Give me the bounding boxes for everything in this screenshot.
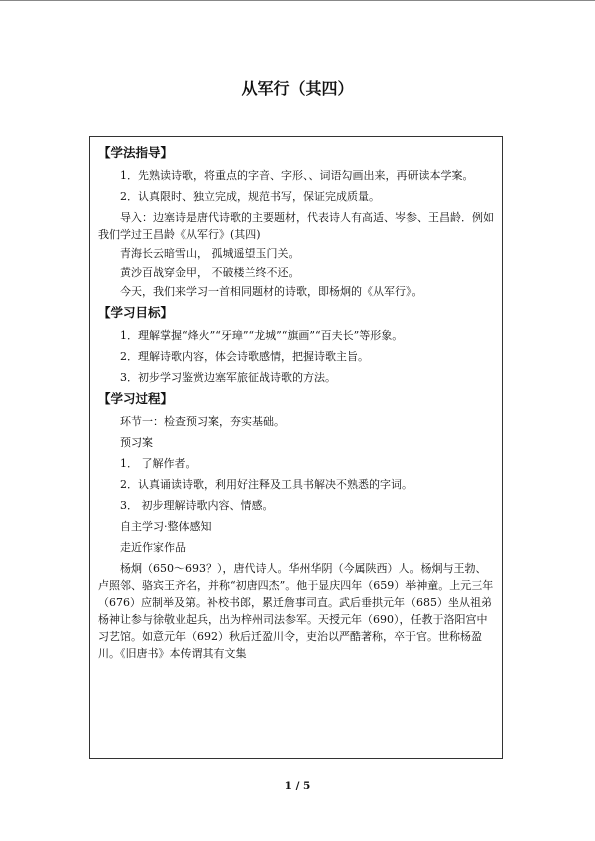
top-border-line <box>0 0 595 1</box>
paragraph: 预习案 <box>120 436 153 449</box>
page-title: 从军行（其四） <box>241 79 354 98</box>
section-heading-learning-goals: 【学习目标】 <box>98 305 174 320</box>
list-item: 1． 了解作者。 <box>120 457 197 470</box>
content-box <box>89 136 503 759</box>
section-heading-learning-process: 【学习过程】 <box>98 391 174 406</box>
paragraph: 1．先熟读诗歌，将重点的字音、字形、、词语勾画出来，再研读本学案。 <box>120 169 474 182</box>
author-bio-paragraph: 杨炯（650～693？），唐代诗人。华州华阴（今属陕西）人。杨炯与王勃、卢照邻、骆宾王齐名，并称“初唐四杰”。他于显庆四年（659）举神童。上元三年（676）应制举及第。补校书郎，累迁詹事司直。武后垂拱元年（685）坐从祖弟杨神让参与徐敬业起兵，出为梓州司法参军。天授元年（690），任教于洛阳宫中习艺馆。如意元年（692）秋后迁盈川令，吏治以严酷著称，卒于官。世称杨盈川。《旧唐书》本传谓其有文集 <box>98 562 494 660</box>
section-heading-study-method: 【学法指导】 <box>98 145 174 160</box>
paragraph: 导入：边塞诗是唐代诗歌的主要题材，代表诗人有高适、岑参、王昌龄．例如我们学过王昌龄《从军行》(其四) <box>98 211 494 241</box>
list-item: 2．理解诗歌内容，体会诗歌感情，把握诗歌主旨。 <box>120 350 369 363</box>
list-item: 3．初步学习鉴赏边塞军旅征战诗歌的方法。 <box>120 371 336 384</box>
list-item: 2．认真诵读诗歌，利用好注释及工具书解决不熟悉的字词。 <box>120 478 413 491</box>
paragraph: 走近作家作品 <box>120 541 186 554</box>
paragraph: 环节一：检查预习案，夯实基础。 <box>120 415 285 428</box>
page-number: 1 / 5 <box>284 780 311 792</box>
paragraph: 自主学习·整体感知 <box>120 520 212 533</box>
list-item: 1．理解掌握“烽火”“牙璋”“龙城”“旗画”“百夫长”等形象。 <box>120 329 404 342</box>
poem-line: 青海长云暗雪山， 孤城遥望玉门关。 <box>120 247 300 260</box>
paragraph: 2．认真限时、独立完成，规范书写，保证完成质量。 <box>120 190 380 203</box>
list-item: 3． 初步理解诗歌内容、情感。 <box>120 499 274 512</box>
poem-line: 黄沙百战穿金甲， 不破楼兰终不还。 <box>120 266 300 279</box>
paragraph: 今天，我们来学习一首相同题材的诗歌，即杨炯的《从军行》。 <box>120 285 423 298</box>
